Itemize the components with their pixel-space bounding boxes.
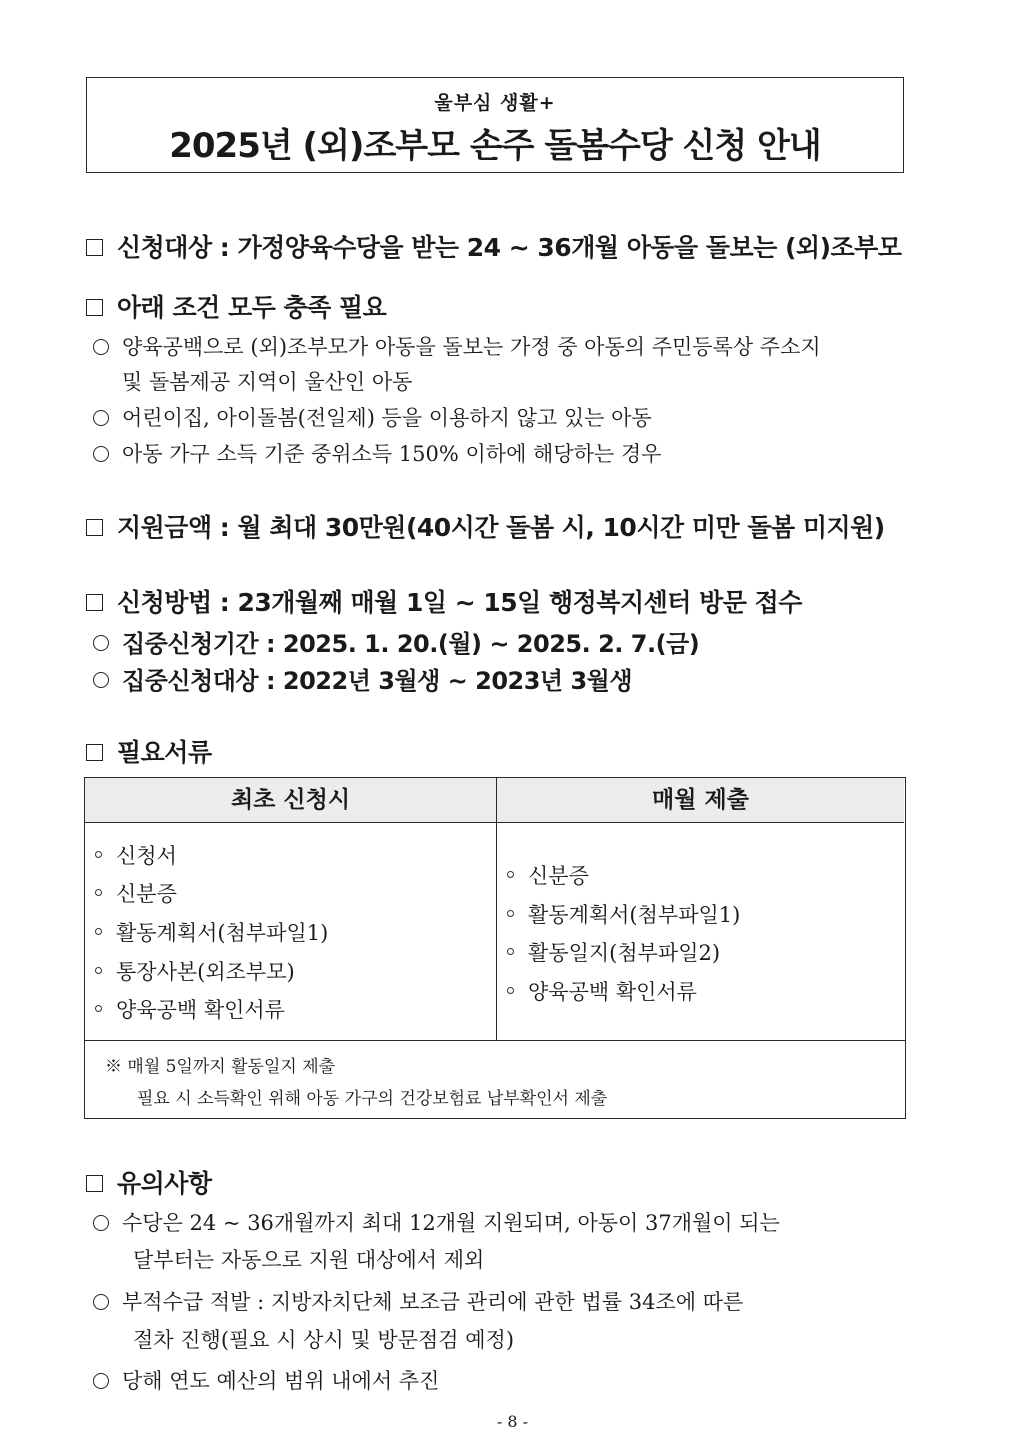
section-cautions-heading [86, 1164, 212, 1200]
initial-doc-item [95, 878, 177, 908]
checkbox-square-icon [86, 744, 103, 761]
caution-item-3 [93, 1365, 439, 1395]
dot-bullet-icon [95, 851, 102, 858]
table-note-line-2: 필요 시 소득확인 위해 아동 가구의 건강보험료 납부확인서 제출 [137, 1089, 608, 1109]
condition-item-2 [93, 402, 652, 432]
dot-bullet-icon [507, 987, 514, 994]
page-number: - 8 - [496, 1412, 529, 1431]
checkbox-square-icon [86, 594, 103, 611]
section-documents-heading [86, 733, 212, 769]
section-method [86, 583, 802, 619]
checkbox-square-icon [86, 1175, 103, 1192]
initial-doc-label: 신청서 [116, 844, 177, 868]
monthly-doc-item [507, 937, 720, 967]
condition-item-1-continued: 및 돌봄제공 지역이 울산인 아동 [122, 370, 413, 394]
checkbox-square-icon [86, 519, 103, 536]
condition-item-1-text: 양육공백으로 (외)조부모가 아동을 돌보는 가정 중 아동의 주민등록상 주소지 [122, 335, 821, 359]
method-targets-text: 집중신청대상 : 2022년 3월생 ~ 2023년 3월생 [122, 667, 633, 695]
monthly-doc-label: 양육공백 확인서류 [528, 980, 697, 1004]
section-documents-heading-text: 필요서류 [117, 738, 212, 767]
section-amount-text: 지원금액 : 월 최대 30만원(40시간 돌봄 시, 10시간 미만 돌봄 미지원) [117, 513, 885, 542]
table-note-divider [85, 1040, 905, 1041]
circle-bullet-icon [93, 1215, 109, 1231]
section-method-text: 신청방법 : 23개월째 매월 1일 ~ 15일 행정복지센터 방문 접수 [117, 588, 802, 617]
checkbox-square-icon [86, 299, 103, 316]
caution-item-2-continued: 절차 진행(필요 시 상시 및 방문점검 예정) [133, 1328, 515, 1352]
table-note-line-1: ※ 매월 5일까지 활동일지 제출 [105, 1057, 336, 1077]
section-conditions-heading [86, 288, 386, 324]
dot-bullet-icon [507, 871, 514, 878]
caution-item-1 [93, 1207, 780, 1237]
initial-doc-item [95, 994, 285, 1024]
circle-bullet-icon [93, 410, 109, 426]
circle-bullet-icon [93, 446, 109, 462]
section-conditions-heading-text: 아래 조건 모두 충족 필요 [117, 293, 387, 322]
circle-bullet-icon [93, 672, 109, 688]
initial-doc-label: 신분증 [116, 882, 177, 906]
condition-item-3 [93, 438, 661, 468]
caution-item-2-text: 부적수급 적발 : 지방자치단체 보조금 관리에 관한 법률 34조에 따른 [122, 1290, 744, 1314]
initial-doc-label: 양육공백 확인서류 [116, 998, 285, 1022]
dot-bullet-icon [95, 967, 102, 974]
monthly-doc-label: 신분증 [528, 864, 589, 888]
monthly-doc-label: 활동계획서(첨부파일1) [528, 903, 741, 927]
method-period-text: 집중신청기간 : 2025. 1. 20.(월) ~ 2025. 2. 7.(금) [122, 630, 700, 658]
dot-bullet-icon [95, 889, 102, 896]
method-period [93, 624, 699, 659]
monthly-doc-item [507, 976, 697, 1006]
initial-doc-item [95, 956, 295, 986]
documents-table [84, 777, 906, 1119]
method-targets [93, 661, 632, 696]
initial-doc-item [95, 917, 328, 947]
circle-bullet-icon [93, 635, 109, 651]
initial-doc-label: 활동계획서(첨부파일1) [116, 921, 329, 945]
checkbox-square-icon [86, 239, 103, 256]
title-box [86, 77, 904, 173]
condition-item-2-text: 어린이집, 아이돌봄(전일제) 등을 이용하지 않고 있는 아동 [122, 406, 652, 430]
caution-item-1-text: 수당은 24 ~ 36개월까지 최대 12개월 지원되며, 아동이 37개월이 되는 [122, 1211, 780, 1235]
initial-doc-label: 통장사본(외조부모) [116, 960, 295, 984]
caution-item-2 [93, 1286, 743, 1316]
circle-bullet-icon [93, 339, 109, 355]
condition-item-3-text: 아동 가구 소득 기준 중위소득 150% 이하에 해당하는 경우 [122, 442, 662, 466]
circle-bullet-icon [93, 1373, 109, 1389]
table-column-divider [496, 778, 497, 1040]
document-subtitle: 울부심 생활+ [434, 92, 556, 114]
circle-bullet-icon [93, 1294, 109, 1310]
section-amount [86, 508, 885, 544]
dot-bullet-icon [95, 1005, 102, 1012]
initial-doc-item [95, 840, 177, 870]
section-target [86, 228, 901, 264]
monthly-doc-label: 활동일지(첨부파일2) [528, 941, 721, 965]
dot-bullet-icon [507, 948, 514, 955]
table-header-initial: 최초 신청시 [85, 778, 496, 823]
caution-item-3-text: 당해 연도 예산의 범위 내에서 추진 [122, 1369, 440, 1393]
monthly-doc-item [507, 899, 740, 929]
document-title: 2025년 (외)조부모 손주 돌봄수당 신청 안내 [169, 126, 821, 166]
monthly-doc-item [507, 860, 589, 890]
condition-item-1 [93, 331, 821, 361]
caution-item-1-continued: 달부터는 자동으로 지원 대상에서 제외 [133, 1248, 485, 1272]
dot-bullet-icon [507, 910, 514, 917]
section-target-text: 신청대상 : 가정양육수당을 받는 24 ~ 36개월 아동을 돌보는 (외)조부모 [117, 233, 902, 262]
section-cautions-heading-text: 유의사항 [117, 1169, 212, 1198]
dot-bullet-icon [95, 928, 102, 935]
table-header-monthly: 매월 제출 [496, 778, 904, 823]
